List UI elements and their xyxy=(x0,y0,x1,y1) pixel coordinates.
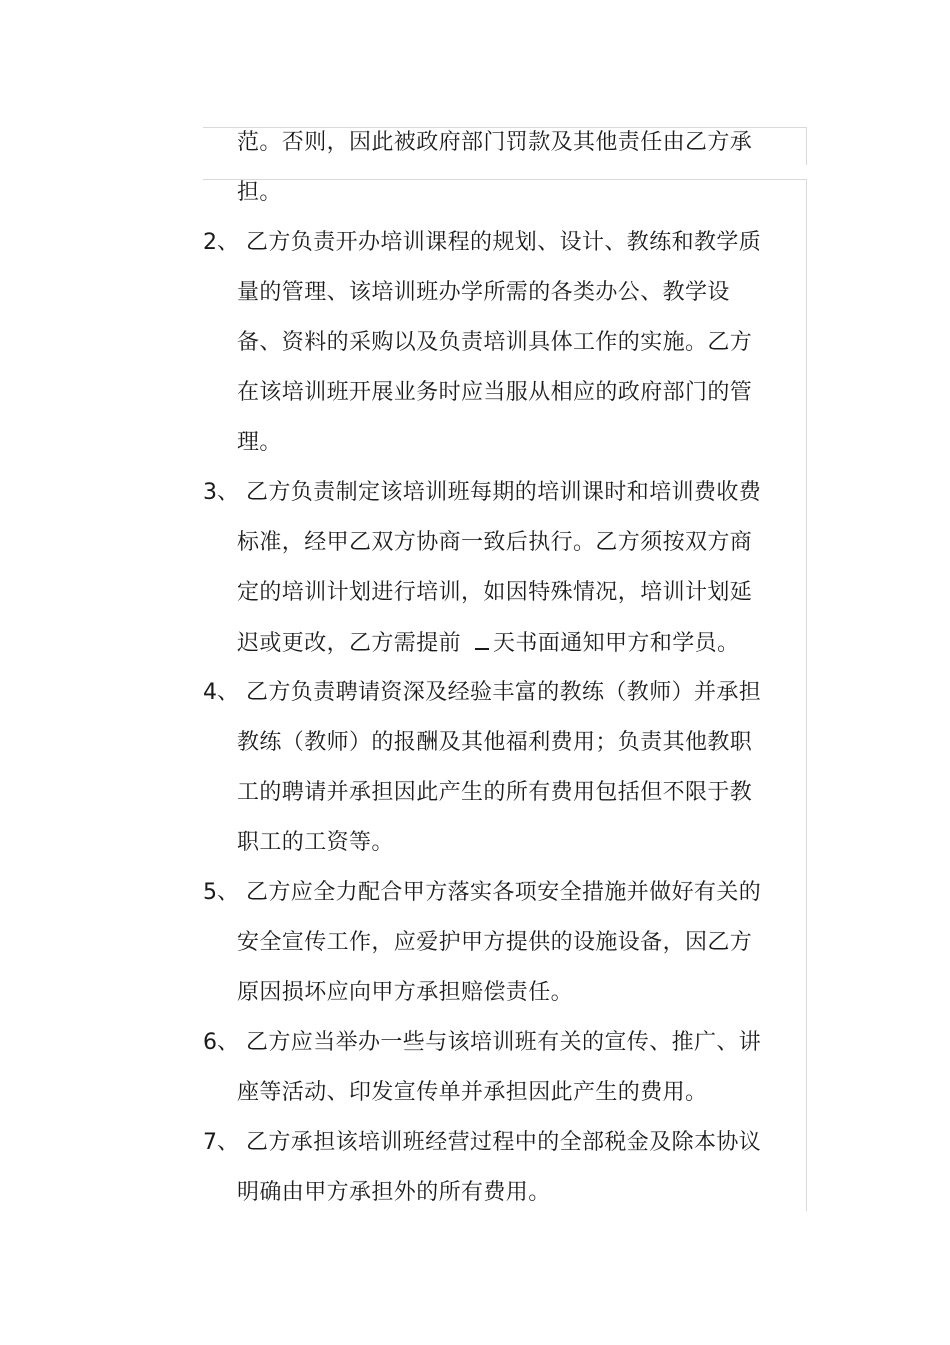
fill-in-blank xyxy=(475,630,489,650)
text-after-blank: 天书面通知甲方和学员。 xyxy=(493,631,740,656)
list-item-text: 乙方负责开办培训课程的规划、设计、教练和教学质 xyxy=(246,230,762,255)
frame-rule-right xyxy=(806,179,807,1211)
paragraph-line: 担。 xyxy=(237,180,282,205)
list-item-text: 乙方负责聘请资深及经验丰富的教练（教师）并承担 xyxy=(246,680,762,705)
list-item-number: 4、 xyxy=(203,680,239,705)
list-item-text: 工的聘请并承担因此产生的所有费用包括但不限于教 xyxy=(237,780,753,805)
frame-rule-top xyxy=(203,127,806,128)
list-item-text: 座等活动、印发宣传单并承担因此产生的费用。 xyxy=(237,1080,708,1105)
list-item-text: 在该培训班开展业务时应当服从相应的政府部门的管 xyxy=(237,380,753,405)
paragraph-line: 范。否则，因此被政府部门罚款及其他责任由乙方承 xyxy=(237,130,753,155)
list-item-text: 量的管理、该培训班办学所需的各类办公、教学设 xyxy=(237,280,730,305)
text-before-blank: 迟或更改，乙方需提前 xyxy=(237,631,462,656)
list-item-text: 乙方承担该培训班经营过程中的全部税金及除本协议 xyxy=(246,1130,762,1155)
list-item-text: 乙方负责制定该培训班每期的培训课时和培训费收费 xyxy=(246,480,762,505)
list-item-text: 教练（教师）的报酬及其他福利费用；负责其他教职 xyxy=(237,730,753,755)
list-item-text: 职工的工资等。 xyxy=(237,830,394,855)
list-item-text: 定的培训计划进行培训，如因特殊情况，培训计划延 xyxy=(237,580,753,605)
list-item-text: 乙方应当举办一些与该培训班有关的宣传、推广、讲 xyxy=(246,1030,762,1055)
list-item-text: 明确由甲方承担外的所有费用。 xyxy=(237,1180,551,1205)
frame-rule-middle xyxy=(203,179,807,180)
list-item-text: 安全宣传工作，应爱护甲方提供的设施设备，因乙方 xyxy=(237,930,753,955)
list-item-number: 6、 xyxy=(203,1030,239,1055)
list-item-number: 5、 xyxy=(203,880,239,905)
frame-rule-top-right xyxy=(806,127,807,165)
list-item-number: 7、 xyxy=(203,1130,239,1155)
list-item-number: 3、 xyxy=(203,480,239,505)
list-item-text: 原因损坏应向甲方承担赔偿责任。 xyxy=(237,980,574,1005)
list-item-text: 乙方应全力配合甲方落实各项安全措施并做好有关的 xyxy=(246,880,762,905)
list-item-number: 2、 xyxy=(203,230,239,255)
list-item-text: 理。 xyxy=(237,430,282,455)
list-item-text: 备、资料的采购以及负责培训具体工作的实施。乙方 xyxy=(237,330,753,355)
list-item-text: 标准，经甲乙双方协商一致后执行。乙方须按双方商 xyxy=(237,530,753,555)
list-item-text-with-blank xyxy=(237,630,739,657)
